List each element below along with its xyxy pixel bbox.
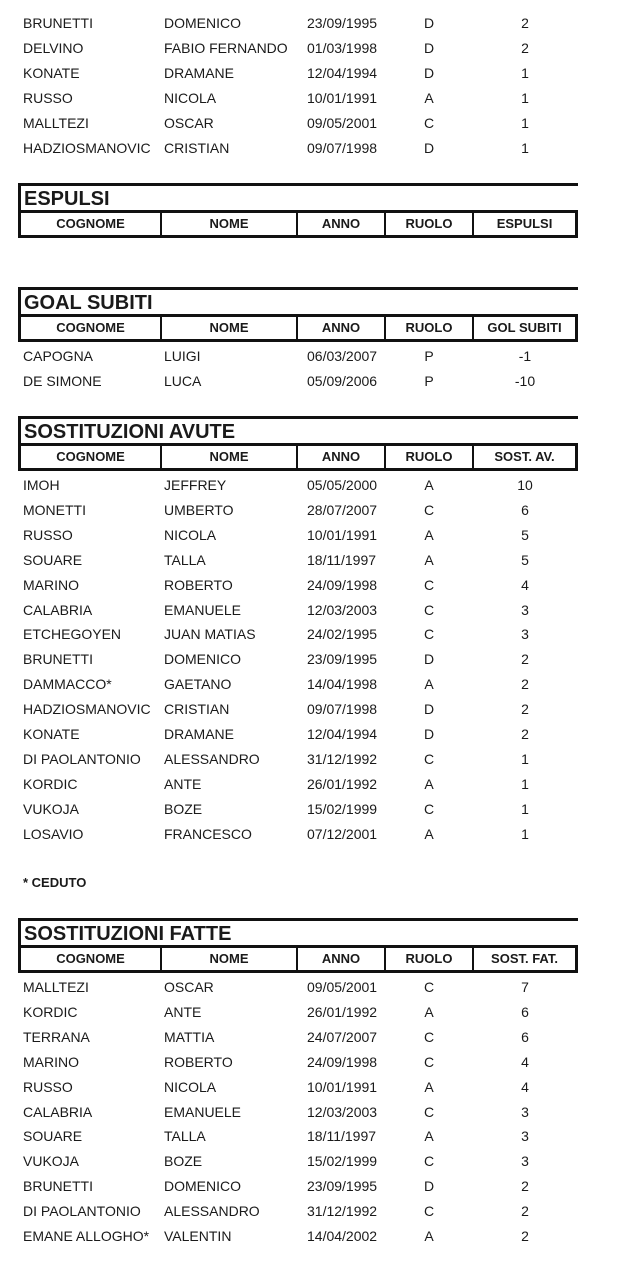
cell-value: 10 xyxy=(517,477,533,493)
cell-nome: NICOLA xyxy=(164,526,217,543)
table-row xyxy=(0,473,618,498)
cell-ruolo: C xyxy=(423,979,435,995)
table-row xyxy=(0,498,618,523)
cell-nome: ALESSANDRO xyxy=(164,750,260,767)
cell-anno: 12/03/2003 xyxy=(307,1103,378,1120)
header-value: ESPULSI xyxy=(496,216,553,231)
section-title: ESPULSI xyxy=(18,186,578,210)
cell-cognome: BRUNETTI xyxy=(23,1178,93,1195)
table-row xyxy=(0,523,618,548)
table-header xyxy=(18,314,578,342)
cell-anno: 06/03/2007 xyxy=(307,348,378,364)
cell-ruolo: D xyxy=(423,701,435,718)
cell-anno: 09/07/1998 xyxy=(307,701,378,718)
cell-cognome: MALLTEZI xyxy=(23,979,89,995)
cell-nome: FABIO FERNANDO xyxy=(164,39,288,56)
table-row xyxy=(0,1199,618,1224)
cell-value: 1 xyxy=(521,800,529,817)
cell-value: 5 xyxy=(521,526,529,543)
cell-nome: ANTE xyxy=(164,775,202,792)
cell-nome: EMANUELE xyxy=(164,601,242,618)
cell-value: 1 xyxy=(521,775,529,792)
cell-cognome: DI PAOLANTONIO xyxy=(23,750,141,767)
header-ruolo: RUOLO xyxy=(386,948,474,970)
cell-ruolo: A xyxy=(424,526,434,543)
table-row xyxy=(0,1050,618,1075)
cell-anno: 23/09/1995 xyxy=(307,15,378,31)
table-row xyxy=(0,1000,618,1025)
cell-nome: DRAMANE xyxy=(164,64,235,81)
header-cognome: COGNOME xyxy=(21,948,162,970)
cell-ruolo: D xyxy=(423,1178,435,1195)
cell-cognome: HADZIOSMANOVIC xyxy=(23,139,151,156)
cell-value: 6 xyxy=(521,1028,529,1045)
cell-nome: CRISTIAN xyxy=(164,701,230,718)
cell-value: 2 xyxy=(521,1203,529,1220)
cell-anno: 15/02/1999 xyxy=(307,800,378,817)
cell-nome: JUAN MATIAS xyxy=(164,626,256,643)
table-row xyxy=(0,1075,618,1100)
cell-anno: 07/12/2001 xyxy=(307,825,378,842)
cell-nome: BOZE xyxy=(164,1153,203,1170)
cell-nome: DOMENICO xyxy=(164,1178,241,1195)
cell-cognome: CALABRIA xyxy=(23,1103,93,1120)
cell-ruolo: A xyxy=(424,477,434,493)
table-row xyxy=(0,136,618,161)
table-row xyxy=(0,111,618,136)
table-row xyxy=(0,797,618,822)
header-ruolo: RUOLO xyxy=(386,317,474,339)
cell-nome: JEFFREY xyxy=(164,477,227,493)
cell-anno: 28/07/2007 xyxy=(307,501,378,518)
cell-cognome: BRUNETTI xyxy=(23,651,93,668)
cell-nome: BOZE xyxy=(164,800,203,817)
cell-ruolo: D xyxy=(423,15,435,31)
cell-anno: 18/11/1997 xyxy=(307,551,377,568)
cell-nome: TALLA xyxy=(164,1128,206,1145)
cell-value: 2 xyxy=(521,1228,529,1244)
cell-ruolo: A xyxy=(424,89,434,106)
header-ruolo: RUOLO xyxy=(386,213,474,235)
header-cognome: COGNOME xyxy=(21,446,162,468)
cell-cognome: HADZIOSMANOVIC xyxy=(23,701,151,718)
table-row xyxy=(0,598,618,623)
cell-value: 3 xyxy=(521,601,529,618)
ceduto-note: * CEDUTO xyxy=(23,875,87,890)
table-row xyxy=(0,975,618,1000)
table-row xyxy=(0,548,618,573)
section-title: GOAL SUBITI xyxy=(18,290,578,314)
cell-ruolo: C xyxy=(423,501,435,518)
cell-value: 2 xyxy=(521,726,529,742)
cell-value: 5 xyxy=(521,551,529,568)
cell-ruolo: C xyxy=(423,1153,435,1170)
cell-ruolo: D xyxy=(423,139,435,156)
table-row xyxy=(0,573,618,598)
header-nome: NOME xyxy=(162,948,298,970)
cell-nome: ROBERTO xyxy=(164,1053,233,1070)
cell-ruolo: A xyxy=(424,1128,434,1145)
cell-cognome: LOSAVIO xyxy=(23,825,84,842)
cell-nome: LUCA xyxy=(164,372,202,389)
cell-ruolo: C xyxy=(423,601,435,618)
cell-anno: 23/09/1995 xyxy=(307,651,378,668)
header-nome: NOME xyxy=(162,213,298,235)
cell-ruolo: A xyxy=(424,1228,434,1244)
cell-value: 4 xyxy=(521,576,529,593)
cell-value: 1 xyxy=(521,64,529,81)
table-row xyxy=(0,772,618,797)
cell-ruolo: C xyxy=(423,750,435,767)
cell-anno: 12/04/1994 xyxy=(307,726,378,742)
cell-nome: TALLA xyxy=(164,551,206,568)
cell-value: 4 xyxy=(521,1053,529,1070)
cell-cognome: RUSSO xyxy=(23,1078,73,1095)
cell-cognome: DELVINO xyxy=(23,39,84,56)
cell-cognome: VUKOJA xyxy=(23,800,80,817)
table-row xyxy=(0,622,618,647)
cell-nome: EMANUELE xyxy=(164,1103,242,1120)
table-row xyxy=(0,697,618,722)
cell-nome: VALENTIN xyxy=(164,1228,232,1244)
cell-cognome: VUKOJA xyxy=(23,1153,80,1170)
cell-ruolo: P xyxy=(424,372,434,389)
cell-anno: 09/05/2001 xyxy=(307,979,378,995)
cell-cognome: TERRANA xyxy=(23,1028,90,1045)
cell-value: 2 xyxy=(521,701,529,718)
table-header xyxy=(18,210,578,238)
cell-anno: 05/05/2000 xyxy=(307,477,378,493)
cell-cognome: KONATE xyxy=(23,64,80,81)
section-title: SOSTITUZIONI AVUTE xyxy=(18,419,578,443)
cell-anno: 12/03/2003 xyxy=(307,601,378,618)
table-row xyxy=(0,1025,618,1050)
cell-nome: ANTE xyxy=(164,1003,202,1020)
cell-nome: NICOLA xyxy=(164,89,217,106)
cell-value: -1 xyxy=(518,348,532,364)
cell-anno: 26/01/1992 xyxy=(307,775,378,792)
cell-value: 3 xyxy=(521,1153,529,1170)
cell-anno: 23/09/1995 xyxy=(307,1178,378,1195)
cell-value: 6 xyxy=(521,501,529,518)
table-header xyxy=(18,945,578,973)
cell-anno: 18/11/1997 xyxy=(307,1128,377,1145)
cell-ruolo: C xyxy=(423,1028,435,1045)
cell-cognome: MALLTEZI xyxy=(23,114,89,131)
cell-ruolo: C xyxy=(423,576,435,593)
cell-anno: 10/01/1991 xyxy=(307,89,378,106)
cell-cognome: IMOH xyxy=(23,477,60,493)
cell-anno: 31/12/1992 xyxy=(307,750,378,767)
cell-ruolo: A xyxy=(424,551,434,568)
cell-cognome: DI PAOLANTONIO xyxy=(23,1203,141,1220)
cell-ruolo: C xyxy=(423,1203,435,1220)
cell-nome: DOMENICO xyxy=(164,651,241,668)
cell-ruolo: A xyxy=(424,676,434,693)
cell-anno: 15/02/1999 xyxy=(307,1153,378,1170)
cell-cognome: BRUNETTI xyxy=(23,15,93,31)
cell-cognome: CALABRIA xyxy=(23,601,93,618)
cell-cognome: SOUARE xyxy=(23,551,83,568)
cell-cognome: KORDIC xyxy=(23,1003,78,1020)
table-row xyxy=(0,1149,618,1174)
header-anno: ANNO xyxy=(298,213,386,235)
header-anno: ANNO xyxy=(298,948,386,970)
cell-cognome: KONATE xyxy=(23,726,80,742)
header-value: SOST. FAT. xyxy=(491,951,558,966)
cell-ruolo: P xyxy=(424,348,434,364)
cell-value: 6 xyxy=(521,1003,529,1020)
cell-nome: GAETANO xyxy=(164,676,232,693)
table-row xyxy=(0,11,618,36)
header-cognome: COGNOME xyxy=(21,213,162,235)
cell-nome: MATTIA xyxy=(164,1028,215,1045)
cell-ruolo: D xyxy=(423,64,435,81)
cell-nome: CRISTIAN xyxy=(164,139,230,156)
table-row xyxy=(0,822,618,847)
cell-anno: 09/05/2001 xyxy=(307,114,378,131)
cell-cognome: SOUARE xyxy=(23,1128,83,1145)
cell-value: 2 xyxy=(521,651,529,668)
cell-nome: ROBERTO xyxy=(164,576,233,593)
table-row xyxy=(0,1224,618,1249)
table-row xyxy=(0,1124,618,1149)
table-row xyxy=(0,36,618,61)
cell-anno: 31/12/1992 xyxy=(307,1203,378,1220)
table-row xyxy=(0,369,618,394)
cell-value: 1 xyxy=(521,114,529,131)
cell-cognome: EMANE ALLOGHO* xyxy=(23,1228,150,1244)
cell-value: 4 xyxy=(521,1078,529,1095)
cell-ruolo: A xyxy=(424,825,434,842)
header-ruolo: RUOLO xyxy=(386,446,474,468)
cell-nome: ALESSANDRO xyxy=(164,1203,260,1220)
cell-cognome: DAMMACCO* xyxy=(23,676,112,693)
cell-nome: OSCAR xyxy=(164,979,214,995)
cell-cognome: MONETTI xyxy=(23,501,86,518)
cell-value: 1 xyxy=(521,89,529,106)
cell-value: 3 xyxy=(521,1103,529,1120)
table-row xyxy=(0,747,618,772)
cell-anno: 05/09/2006 xyxy=(307,372,378,389)
header-value: GOL SUBITI xyxy=(487,320,562,335)
cell-anno: 12/04/1994 xyxy=(307,64,378,81)
cell-nome: OSCAR xyxy=(164,114,214,131)
cell-value: 2 xyxy=(521,39,529,56)
cell-ruolo: D xyxy=(423,651,435,668)
cell-anno: 09/07/1998 xyxy=(307,139,378,156)
cell-value: -10 xyxy=(514,372,536,389)
cell-nome: FRANCESCO xyxy=(164,825,252,842)
cell-nome: LUIGI xyxy=(164,348,201,364)
table-row xyxy=(0,1100,618,1125)
cell-ruolo: A xyxy=(424,775,434,792)
cell-anno: 24/02/1995 xyxy=(307,626,378,643)
cell-ruolo: C xyxy=(423,800,435,817)
cell-value: 1 xyxy=(521,139,529,156)
header-anno: ANNO xyxy=(298,446,386,468)
cell-anno: 01/03/1998 xyxy=(307,39,378,56)
cell-cognome: DE SIMONE xyxy=(23,372,102,389)
cell-value: 2 xyxy=(521,15,529,31)
cell-cognome: MARINO xyxy=(23,576,79,593)
cell-anno: 10/01/1991 xyxy=(307,526,378,543)
cell-nome: DOMENICO xyxy=(164,15,241,31)
table-header xyxy=(18,443,578,471)
cell-ruolo: A xyxy=(424,1003,434,1020)
cell-cognome: RUSSO xyxy=(23,526,73,543)
table-row xyxy=(0,672,618,697)
cell-cognome: MARINO xyxy=(23,1053,79,1070)
cell-nome: NICOLA xyxy=(164,1078,217,1095)
table-row xyxy=(0,344,618,369)
cell-ruolo: D xyxy=(423,726,435,742)
cell-ruolo: A xyxy=(424,1078,434,1095)
cell-nome: DRAMANE xyxy=(164,726,235,742)
header-anno: ANNO xyxy=(298,317,386,339)
cell-nome: UMBERTO xyxy=(164,501,234,518)
cell-value: 3 xyxy=(521,1128,529,1145)
section-title: SOSTITUZIONI FATTE xyxy=(18,921,578,945)
cell-anno: 14/04/2002 xyxy=(307,1228,378,1244)
header-cognome: COGNOME xyxy=(21,317,162,339)
cell-ruolo: C xyxy=(423,1053,435,1070)
cell-anno: 10/01/1991 xyxy=(307,1078,378,1095)
cell-ruolo: C xyxy=(423,114,435,131)
cell-value: 2 xyxy=(521,1178,529,1195)
cell-value: 1 xyxy=(521,750,529,767)
cell-ruolo: C xyxy=(423,626,435,643)
cell-anno: 14/04/1998 xyxy=(307,676,378,693)
header-nome: NOME xyxy=(162,317,298,339)
cell-ruolo: D xyxy=(423,39,435,56)
table-row xyxy=(0,647,618,672)
cell-cognome: CAPOGNA xyxy=(23,348,94,364)
header-nome: NOME xyxy=(162,446,298,468)
table-row xyxy=(0,61,618,86)
cell-value: 2 xyxy=(521,676,529,693)
header-value: SOST. AV. xyxy=(494,449,555,464)
table-row xyxy=(0,1174,618,1199)
table-row xyxy=(0,722,618,747)
cell-anno: 24/07/2007 xyxy=(307,1028,378,1045)
cell-ruolo: C xyxy=(423,1103,435,1120)
cell-cognome: RUSSO xyxy=(23,89,73,106)
cell-anno: 24/09/1998 xyxy=(307,576,378,593)
cell-value: 7 xyxy=(521,979,529,995)
cell-cognome: ETCHEGOYEN xyxy=(23,626,122,643)
cell-cognome: KORDIC xyxy=(23,775,78,792)
cell-anno: 26/01/1992 xyxy=(307,1003,378,1020)
cell-value: 3 xyxy=(521,626,529,643)
cell-anno: 24/09/1998 xyxy=(307,1053,378,1070)
table-row xyxy=(0,86,618,111)
cell-value: 1 xyxy=(521,825,529,842)
